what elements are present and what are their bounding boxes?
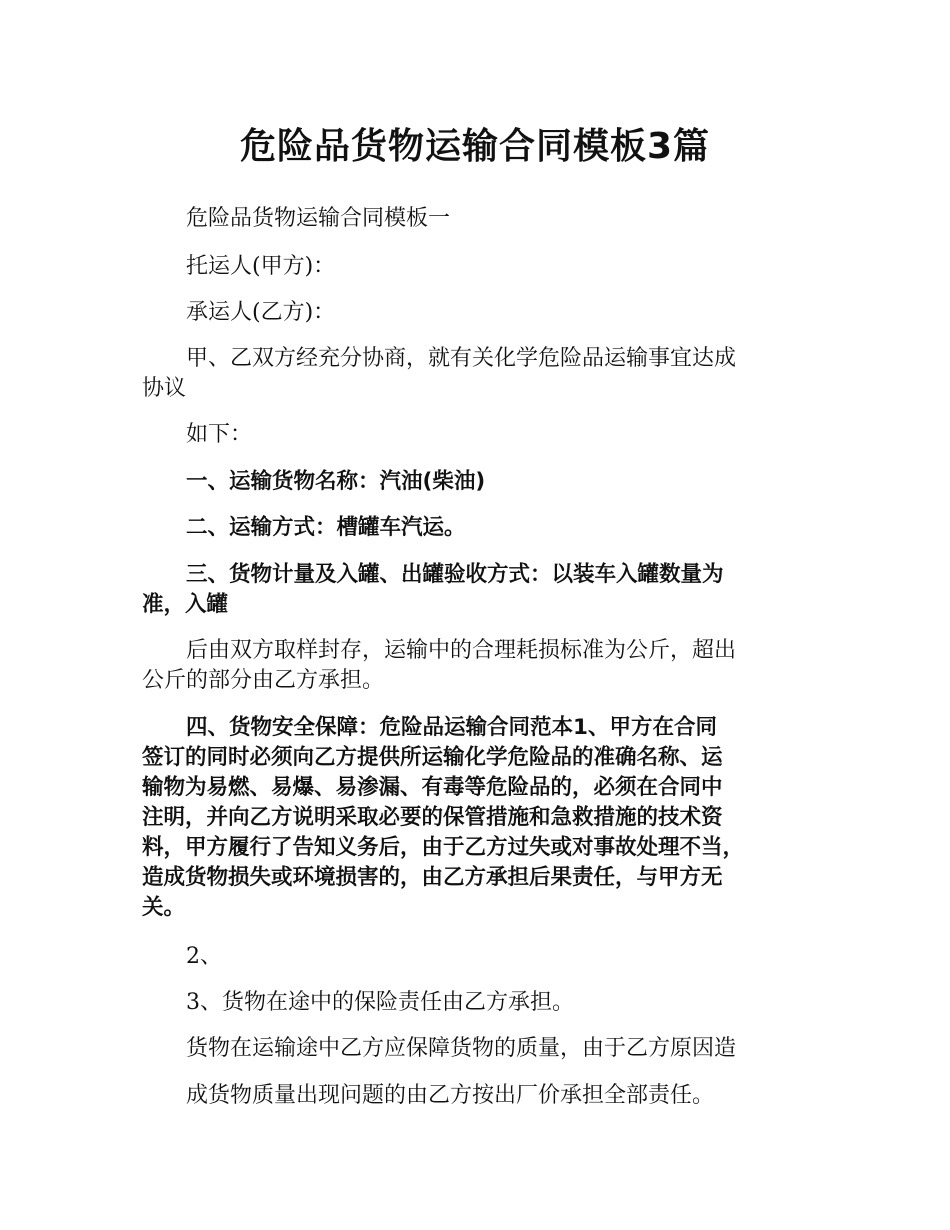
paragraph-item-2 (142, 942, 822, 972)
paragraph-subtitle (142, 204, 822, 234)
text-line: 输物为易燃、易爆、易渗漏、有毒等危险品的，必须在合同中 (142, 775, 723, 800)
text-line: 公斤的部分由乙方承担。 (142, 668, 385, 693)
text-line: 三、货物计量及入罐、出罐验收方式：以装车入罐数量为 (186, 562, 724, 587)
text-line: 造成货物损失或环境损害的，由乙方承担后果责任，与甲方无 (142, 865, 723, 890)
paragraph-carrier (142, 298, 822, 328)
clause-2-transport-method (142, 513, 822, 543)
paragraph-item-3 (142, 988, 822, 1018)
text-line: 四、货物安全保障：危险品运输合同范本1、甲方在合同 (186, 715, 717, 740)
text-line: 签订的同时必须向乙方提供所运输化学危险品的准确名称、运 (142, 745, 723, 770)
clause-3-measurement (142, 560, 822, 620)
text-line: 托运人(甲方)： (186, 254, 336, 279)
text-line: 承运人(乙方)： (186, 300, 336, 325)
text-line: 准，入罐 (142, 592, 229, 617)
text-line: 如下： (186, 422, 253, 447)
paragraph-quality (142, 1034, 822, 1064)
text-line: 2、 (186, 944, 222, 969)
paragraph-liability (142, 1081, 822, 1111)
text-line: 货物在运输途中乙方应保障货物的质量，由于乙方原因造 (186, 1036, 737, 1061)
text-line: 一、运输货物名称：汽油(柴油) (186, 469, 486, 494)
clause-4-safety (142, 713, 822, 923)
text-line: 料，甲方履行了告知义务后，由于乙方过失或对事故处理不当， (142, 835, 745, 860)
paragraph-sealing (142, 636, 822, 696)
text-line: 后由双方取样封存，运输中的合理耗损标准为公斤，超出 (186, 638, 737, 663)
text-line: 注明，并向乙方说明采取必要的保管措施和急救措施的技术资 (142, 805, 723, 830)
paragraph-shipper (142, 252, 822, 282)
paragraph-as-follows (142, 420, 822, 450)
text-line: 成货物质量出现问题的由乙方按出厂价承担全部责任。 (186, 1083, 715, 1108)
clause-1-goods-name (142, 467, 822, 497)
text-line: 甲、乙双方经充分协商，就有关化学危险品运输事宜达成 (186, 346, 737, 371)
text-line: 关。 (142, 895, 186, 920)
text-line: 协议 (142, 376, 187, 401)
text-line: 二、运输方式：槽罐车汽运。 (186, 515, 466, 540)
text-line: 3、货物在途中的保险责任由乙方承担。 (186, 990, 574, 1015)
text-line: 危险品货物运输合同模板一 (186, 206, 451, 231)
page-title: 危险品货物运输合同模板3篇 (239, 126, 711, 167)
paragraph-agreement (142, 344, 822, 404)
